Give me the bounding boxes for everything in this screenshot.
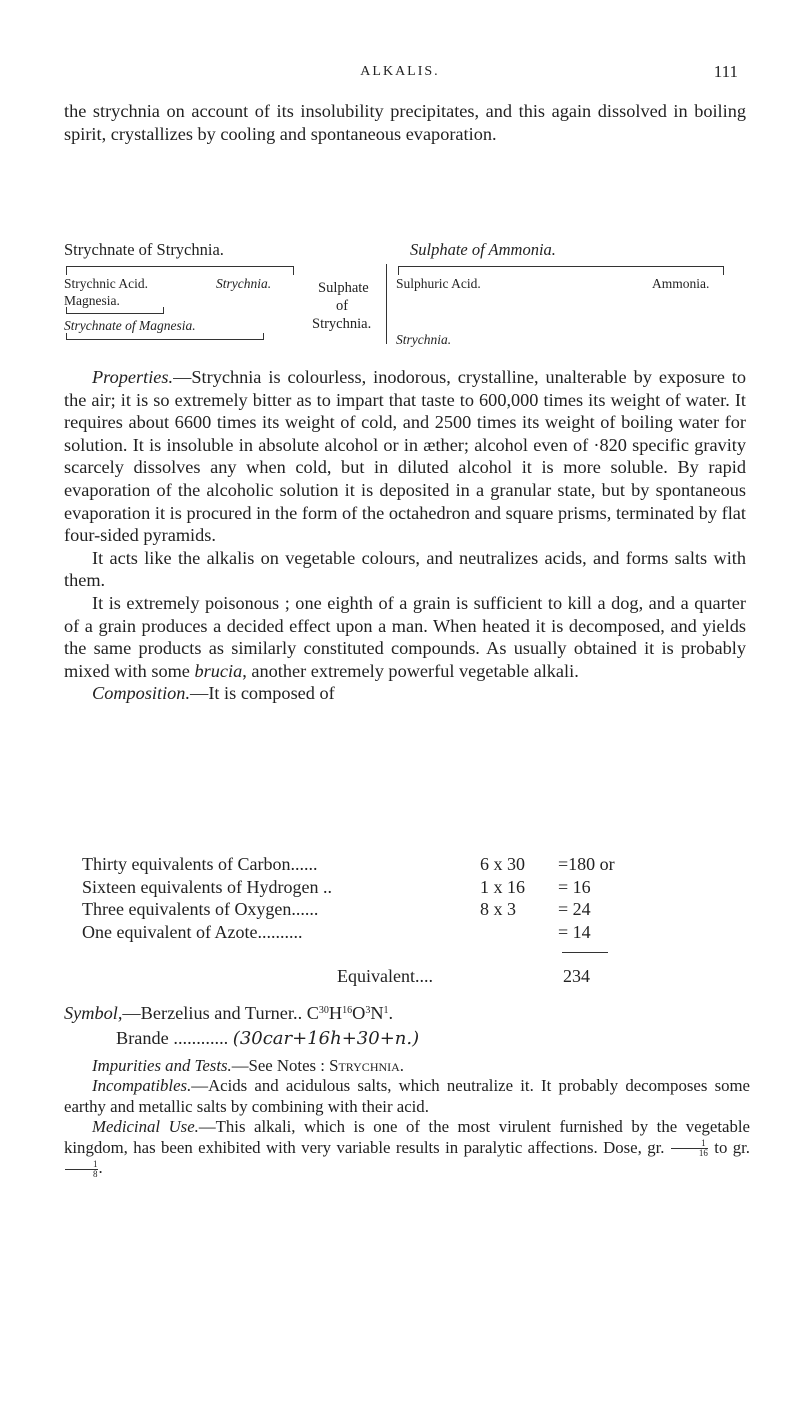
incompatibles-label: Incompatibles. [92, 1076, 192, 1096]
left-bottom-brace [66, 333, 264, 340]
properties-p3-text: It is extremely poisonous ; one eighth of a grain is sufficient to kill a dog, and a quarter of a grain produces a decided effect upon a man. When heated it is decomposed, and yields the same products as similarly constituted compounds. As usually obtained it is probably mixed with some [64, 592, 746, 681]
symbol-label: Symbol, [64, 1003, 123, 1023]
page-header [0, 62, 800, 86]
scheme-left-magnesia: Magnesia. [64, 293, 120, 308]
berzelius-formula: $C^{30}H^{16}O^3N^1$. [306, 1003, 394, 1023]
running-head: ALKALIS. [360, 64, 440, 79]
row-name: One equivalent of Azote.......... [82, 921, 303, 942]
row-calc: 8 x 3 [480, 899, 516, 919]
impurities-text: —See Notes : [231, 1056, 330, 1075]
dose-fraction-1 [671, 1139, 708, 1158]
symbol-authors: —Berzelius and Turner.. [122, 1003, 303, 1023]
properties-paragraph-2: It acts like the alkalis on vegetable colours, and neutralizes acids, and forms salts with them. [64, 547, 746, 591]
composition-label: Composition. [92, 683, 191, 704]
row-name: Sixteen equivalents of Hydrogen .. [82, 876, 332, 897]
scheme-right-result: Strychnia. [396, 332, 452, 347]
scheme-right-acid: Sulphuric Acid. [396, 276, 481, 291]
incompatibles-line [64, 1076, 750, 1117]
properties-paragraph [64, 366, 746, 547]
dose1-den: 16 [698, 1148, 708, 1159]
equivalent-value: 234 [563, 966, 590, 986]
right-top-brace [398, 266, 724, 275]
brande-formula: (30car+16h+30+n.) [232, 1028, 420, 1049]
row-calc: 1 x 16 [480, 876, 525, 897]
symbol-line [64, 1000, 746, 1025]
brucia-term: brucia [194, 660, 243, 681]
row-value: =180 or [558, 854, 615, 874]
properties-label: Properties. [92, 367, 174, 387]
scheme-right-base: Ammonia. [652, 276, 710, 291]
left-mid-brace [66, 307, 164, 314]
impurities-line [64, 1056, 750, 1076]
scheme-left-result: Strychnate of Magnesia. [64, 318, 196, 333]
dose-mid: to gr. [708, 1137, 750, 1157]
notes-section [64, 1056, 750, 1179]
dose1-num: 1 [671, 1139, 708, 1149]
scheme-center-l1: Sulphate [318, 280, 369, 296]
scheme-left-base: Strychnia. [216, 276, 272, 291]
dose-fraction-2 [65, 1160, 98, 1179]
scheme-center-l2: of [336, 298, 349, 314]
row-value: = 16 [558, 876, 591, 897]
scheme-center-l3: Strychnia. [312, 316, 372, 332]
row-value: = 24 [558, 899, 591, 919]
row-value: = 14 [558, 921, 591, 942]
page-number: 111 [713, 62, 738, 81]
dose2-num: 1 [65, 1160, 98, 1170]
scheme-left-title: Strychnate of Strychnia. [64, 240, 224, 259]
incompatibles-text: —Acids and acidulous salts, which neutralize it. It probably decomposes some earthy and metallic salts by combining with their acid. [64, 1076, 750, 1116]
sum-rule [562, 952, 608, 953]
dose2-den: 8 [93, 1168, 98, 1179]
brande-dots: ............ [173, 1028, 229, 1048]
row-name: Three equivalents of Oxygen...... [82, 899, 319, 919]
properties-section [64, 366, 746, 705]
left-top-brace [66, 266, 294, 275]
scheme-right-title: Sulphate of Ammonia. [410, 240, 556, 259]
table-row [82, 853, 682, 876]
intro-paragraph [64, 100, 746, 145]
table-row [82, 921, 682, 944]
composition-text: —It is composed of [190, 683, 335, 704]
intro-text: the strychnia on account of its insolubility precipitates, and this again dissolved in boiling spirit, crystallizes by cooling and spontaneous evaporation. [64, 101, 746, 144]
table-row [82, 876, 682, 899]
properties-paragraph-3 [64, 592, 746, 682]
composition-intro [64, 682, 746, 705]
brande-label: Brande [116, 1028, 169, 1048]
row-calc: 6 x 30 [480, 854, 525, 874]
row-name: Thirty equivalents of Carbon...... [82, 854, 318, 874]
table-row [82, 898, 682, 921]
composition-table [82, 853, 682, 943]
medicinal-line: Medicinal Use.—This alkali, which is one of the most virulent furnished by the vegetable kingdom, has been exhibited with very variable results in paralytic affections. Dose, gr. $\frac{1}{16}$ to gr. $\frac{1}{8}$ . [64, 1117, 750, 1179]
brande-line [116, 1027, 716, 1051]
center-vertical-brace [386, 264, 387, 344]
reaction-scheme [64, 240, 746, 350]
medicinal-text: —This alkali, which is one of the most virulent furnished by the vegetable kingdom, has been exhibited with very variable results in paralytic affections. Dose, gr. [64, 1117, 750, 1157]
scheme-left-acid: Strychnic Acid. [64, 276, 148, 291]
impurities-label: Impurities and Tests. [92, 1056, 232, 1075]
equivalent-label: Equivalent.... [337, 966, 433, 986]
impurities-ref: Strychnia. [329, 1056, 405, 1075]
medicinal-label: Medicinal Use. [92, 1117, 199, 1137]
properties-p3-end: , another extremely powerful vegetable alkali. [242, 660, 579, 681]
properties-text: —Strychnia is colourless, inodorous, crystalline, unalterable by exposure to the air; it is so extremely bitter as to impart that taste to 600,000 times its weight of water. It requires about 6600 times its weight of cold, and 2500 times its weight of boiling water for solution. It is insoluble in absolute alcohol or in æther; alcohol even of ·820 specific gravity scarcely dissolves any when cold, but in diluted alcohol it is more soluble. By rapid evaporation of the alcoholic solution it is deposited in a granular state, but by spontaneous evaporation it is procured in the form of the octahedron and square prisms, terminated by flat four-sided pyramids. [64, 367, 746, 546]
